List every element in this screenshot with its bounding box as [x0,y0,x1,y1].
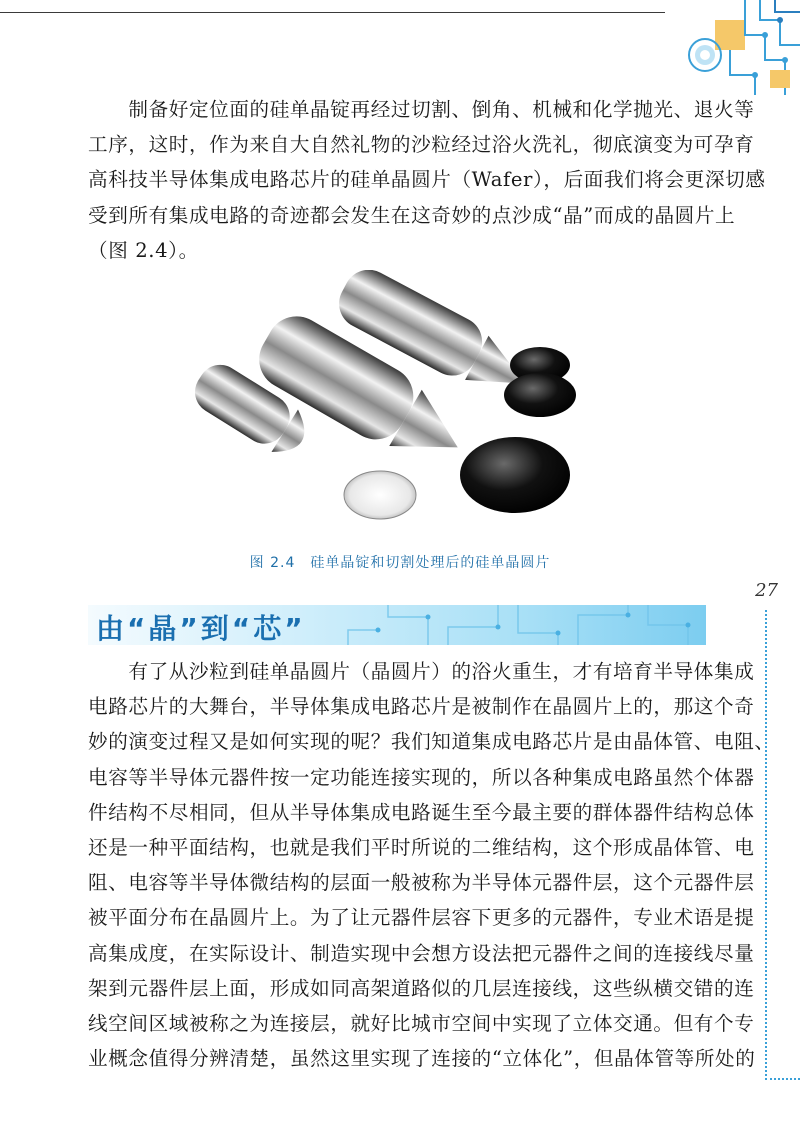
text-line: 受到所有集成电路的奇迹都会发生在这奇妙的点沙成“晶”而成的晶圆片上 [88,203,736,227]
text-line: 工序，这时，作为来自大自然礼物的沙粒经过浴火洗礼，彻底演变为可孕育 [88,133,755,157]
figure-caption: 图 2.4 硅单晶锭和切割处理后的硅单晶圆片 [249,555,551,571]
text-line: （图 2.4）。 [88,238,199,262]
page-border-dotted [765,610,770,1080]
intro-paragraph [88,92,766,268]
text-line: 阻、电容等半导体微结构的层面一般被称为半导体元器件层，这个元器件层 [88,871,755,895]
text-line: 电容等半导体元器件按一定功能连接实现的，所以各种集成电路虽然个体器 [88,765,755,789]
page-number: 27 [755,580,778,601]
text-line: 架到元器件层上面，形成如同高架道路似的几层连接线，这些纵横交错的连 [88,976,755,1000]
text-line: 被平面分布在晶圆片上。为了让元器件层容下更多的元器件，专业术语是提 [88,906,755,930]
text-line: 有了从沙粒到硅单晶圆片（晶圆片）的浴火重生，才有培育半导体集成 [88,660,755,683]
text-line: 制备好定位面的硅单晶锭再经过切割、倒角、机械和化学抛光、退火等 [88,98,755,121]
text-line: 业概念值得分辨清楚，虽然这里实现了连接的“立体化”，但晶体管等所处的 [88,1047,756,1071]
text-line: 妙的演变过程又是如何实现的呢？我们知道集成电路芯片是由晶体管、电阻、 [88,730,775,754]
page-border-dotted-bottom [765,1078,800,1082]
text-line: 电路芯片的大舞台，半导体集成电路芯片是被制作在晶圆片上的，那这个奇 [88,695,755,719]
text-line: 件结构不尽相同，但从半导体集成电路诞生至今最主要的群体器件结构总体 [88,800,755,824]
header-rule [0,12,665,13]
section-title: 由“晶”到“芯” [96,612,306,645]
text-line: 还是一种平面结构，也就是我们平时所说的二维结构，这个形成晶体管、电 [88,836,755,860]
body-paragraph [88,654,775,1076]
silicon-ingot-wafer-image [185,270,615,530]
circuit-decoration [685,0,800,95]
text-line: 高集成度，在实际设计、制造实现中会想方设法把元器件之间的连接线尽量 [88,941,755,965]
section-heading-band [88,605,706,645]
text-line: 高科技半导体集成电路芯片的硅单晶圆片（Wafer），后面我们将会更深切感 [88,168,766,192]
text-line: 线空间区域被称之为连接层，就好比城市空间中实现了立体交通。但有个专 [88,1012,755,1036]
